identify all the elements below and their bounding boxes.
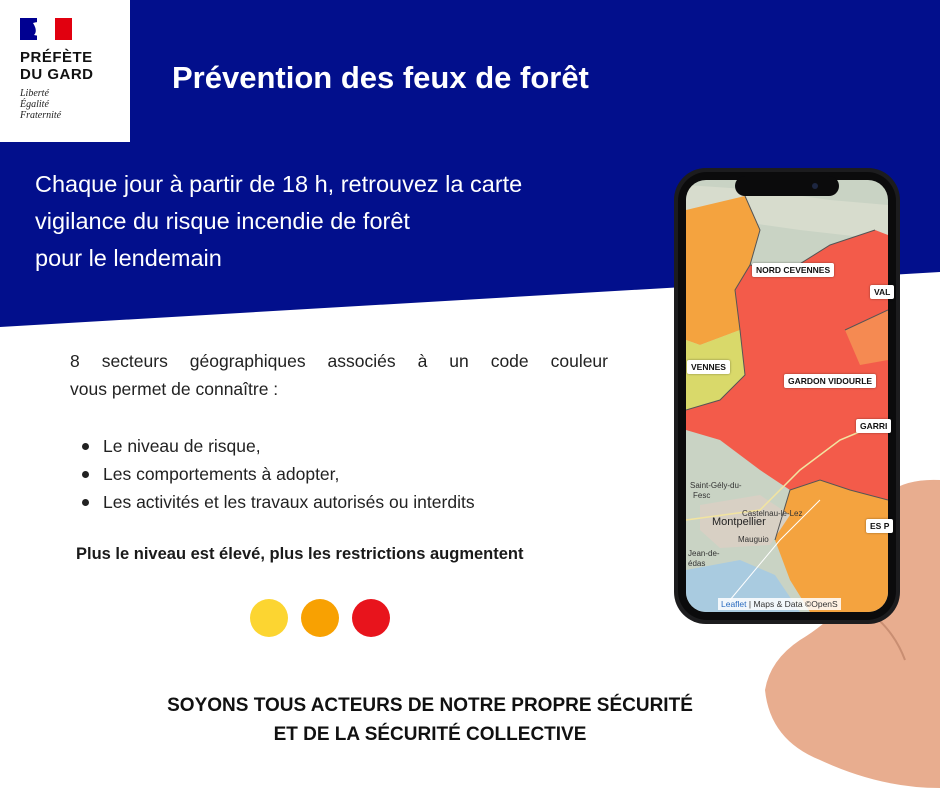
logo-du-gard: DU GARD bbox=[20, 66, 94, 83]
attribution-text: | Maps & Data ©OpenS bbox=[748, 599, 838, 609]
bullet-behaviours: Les comportements à adopter, bbox=[78, 460, 475, 488]
map-label-vallee: VAL bbox=[870, 285, 894, 299]
map-label-cevennes: VENNES bbox=[687, 360, 730, 374]
bullet-risk-level: Le niveau de risque, bbox=[78, 432, 475, 460]
map-city-mauguio: Mauguio bbox=[738, 535, 769, 544]
orange-dot bbox=[301, 599, 339, 637]
leaflet-link[interactable]: Leaflet bbox=[721, 599, 747, 609]
map-label-costieres: ES P bbox=[866, 519, 893, 533]
map-city-montpellier: Montpellier bbox=[712, 516, 766, 528]
map-attribution bbox=[718, 598, 841, 610]
phone-illustration bbox=[660, 160, 940, 788]
subtitle-line-2: vigilance du risque incendie de forêt bbox=[35, 208, 410, 234]
french-flag-marianne-icon bbox=[20, 18, 72, 40]
map-city-edas: édas bbox=[688, 559, 706, 568]
yellow-dot bbox=[250, 599, 288, 637]
red-dot bbox=[352, 599, 390, 637]
motto-egalite: Égalité bbox=[20, 99, 49, 110]
map-label-garrigues: GARRI bbox=[856, 419, 891, 433]
map-label-gardon-vidourle: GARDON VIDOURLE bbox=[784, 374, 876, 388]
logo-motto bbox=[20, 88, 61, 121]
motto-fraternite: Fraternité bbox=[20, 110, 62, 121]
info-bullet-list bbox=[78, 432, 475, 516]
closing-line-1: SOYONS TOUS ACTEURS DE NOTRE PROPRE SÉCURITÉ bbox=[167, 695, 693, 716]
map-city-fesc: Fesc bbox=[693, 491, 711, 500]
subtitle-line-1: Chaque jour à partir de 18 h, retrouvez la carte bbox=[35, 171, 523, 197]
restriction-note: Plus le niveau est élevé, plus les restrictions augmentent bbox=[76, 545, 524, 563]
map-city-jean-de: Jean-de- bbox=[688, 549, 720, 558]
subtitle-line-3: pour le lendemain bbox=[35, 245, 222, 271]
closing-line-2: ET DE LA SÉCURITÉ COLLECTIVE bbox=[273, 724, 587, 745]
intro-line-2: vous permet de connaître : bbox=[70, 379, 279, 399]
closing-message bbox=[110, 691, 750, 749]
intro-line-1: 8 secteurs géographiques associés à un code couleur bbox=[70, 351, 608, 371]
page-title: Prévention des feux de forêt bbox=[172, 60, 589, 95]
map-city-castelnau: Castelnau-le-Lez bbox=[742, 509, 803, 518]
map-city-saint-gely: Saint-Gély-du- bbox=[690, 481, 742, 490]
subtitle bbox=[35, 166, 655, 277]
bullet-activities: Les activités et les travaux autorisés ou interdits bbox=[78, 488, 475, 516]
intro-paragraph bbox=[70, 347, 608, 403]
map-label-nord-cevennes: NORD CEVENNES bbox=[752, 263, 834, 277]
logo-prefete: PRÉFÈTE bbox=[20, 49, 93, 66]
prefecture-logo bbox=[0, 0, 130, 142]
motto-liberte: Liberté bbox=[20, 88, 49, 99]
